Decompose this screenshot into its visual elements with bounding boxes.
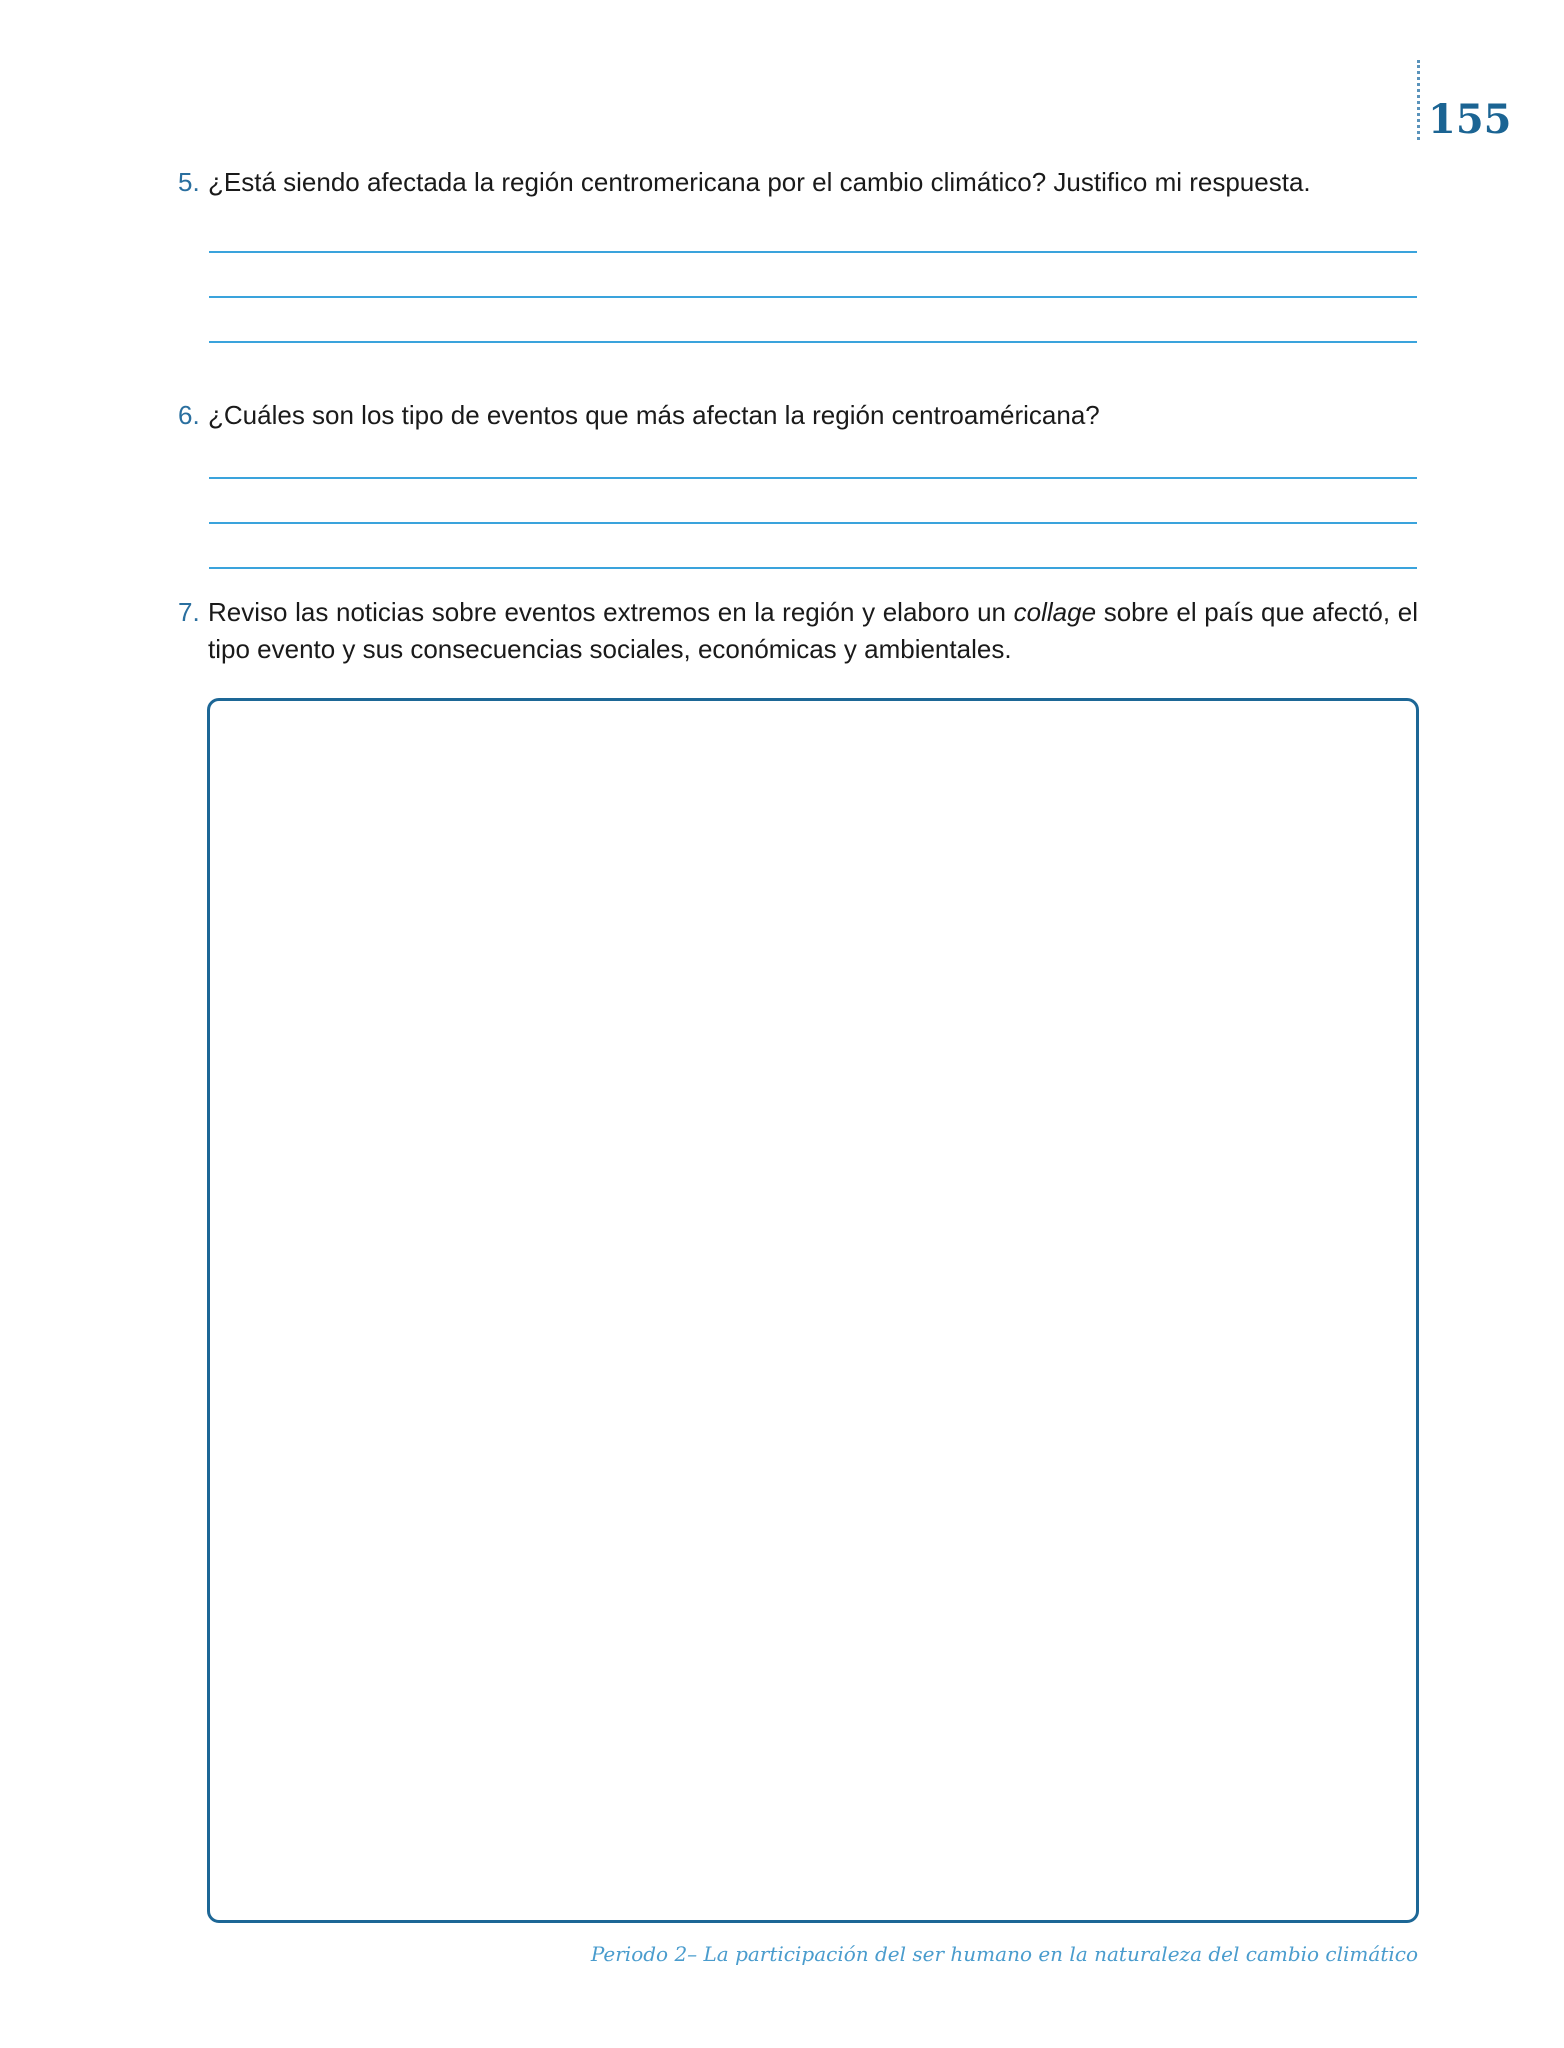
question-6 (178, 397, 1418, 434)
collage-area[interactable] (207, 698, 1419, 1923)
page-number-divider (1417, 60, 1420, 140)
question-text: ¿Cuáles son los tipo de eventos que más afectan la región centroaméricana? (208, 400, 1100, 430)
answer-line[interactable] (209, 522, 1417, 524)
question-text: ¿Está siendo afectada la región centromericana por el cambio climático? Justifico mi respuesta. (208, 167, 1311, 197)
question-text (208, 594, 1418, 668)
page-footer: Periodo 2– La participación del ser humano en la naturaleza del cambio climático (590, 1942, 1418, 1966)
question-5 (178, 164, 1418, 201)
answer-line[interactable] (209, 296, 1417, 298)
page-number: 155 (1428, 96, 1512, 143)
question-number: 6. (178, 400, 200, 430)
answer-line[interactable] (209, 251, 1417, 253)
question-number: 5. (178, 167, 200, 197)
answer-line[interactable] (209, 567, 1417, 569)
question-text-italic: collage (1013, 597, 1097, 627)
answer-line[interactable] (209, 477, 1417, 479)
question-7 (178, 594, 1418, 668)
answer-line[interactable] (209, 341, 1417, 343)
question-text-part: sobre el país que afectó, el tipo evento y sus consecuencias sociales, económicas y ambientales. (208, 597, 1418, 664)
question-text-part: Reviso las noticias sobre eventos extremos en la región y elaboro un (208, 597, 1014, 627)
question-number: 7. (178, 597, 200, 627)
